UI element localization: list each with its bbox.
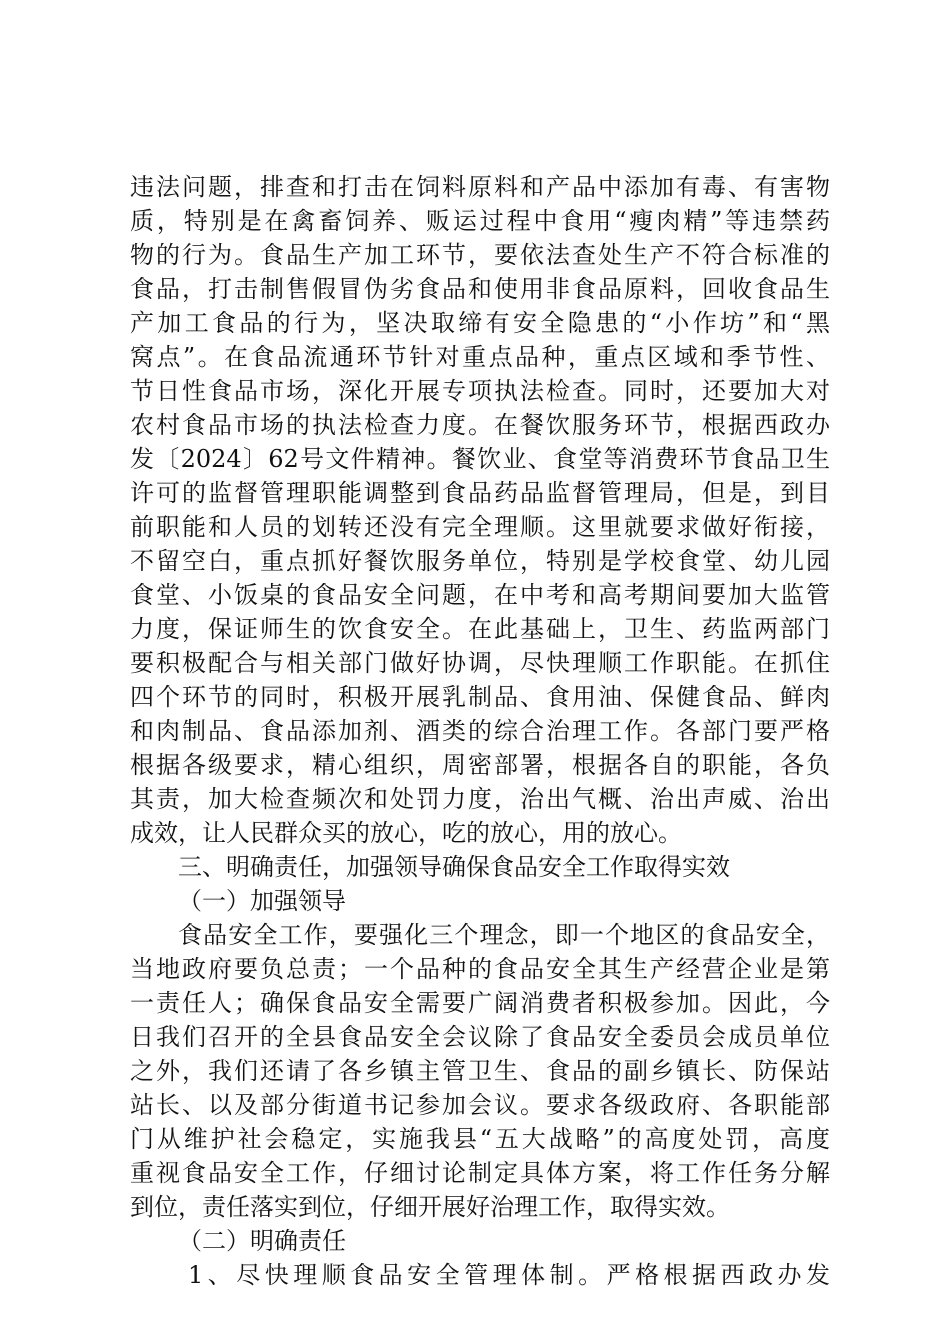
text-line: 和肉制品、食品添加剂、酒类的综合治理工作。各部门要严格 xyxy=(130,717,830,745)
text-line: （二）明确责任 xyxy=(178,1227,346,1255)
text-line: 到位，责任落实到位，仔细开展好治理工作，取得实效。 xyxy=(130,1193,730,1221)
text-line: 不留空白，重点抓好餐饮服务单位，特别是学校食堂、幼儿园 xyxy=(130,547,830,575)
text-line: 1、尽快理顺食品安全管理体制。严格根据西政办发 xyxy=(188,1261,830,1289)
text-line: 质，特别是在禽畜饲养、贩运过程中食用“瘦肉精”等违禁药 xyxy=(130,207,830,235)
text-line: 违法问题，排查和打击在饲料原料和产品中添加有毒、有害物 xyxy=(130,173,830,201)
text-line: 成效，让人民群众买的放心，吃的放心，用的放心。 xyxy=(130,819,682,847)
text-line: 窝点”。在食品流通环节针对重点品种，重点区域和季节性、 xyxy=(130,343,830,371)
text-line: 站长、以及部分街道书记参加会议。要求各级政府、各职能部 xyxy=(130,1091,830,1119)
text-line: 力度，保证师生的饮食安全。在此基础上，卫生、药监两部门 xyxy=(130,615,830,643)
text-line: 食堂、小饭桌的食品安全问题，在中考和高考期间要加大监管 xyxy=(130,581,830,609)
text-line: 当地政府要负总责；一个品种的食品安全其生产经营企业是第 xyxy=(130,955,830,983)
text-line: 前职能和人员的划转还没有完全理顺。这里就要求做好衔接， xyxy=(130,513,830,541)
text-line: 其责，加大检查频次和处罚力度，治出气概、治出声威、治出 xyxy=(130,785,830,813)
text-line: （一）加强领导 xyxy=(178,887,346,915)
text-line: 许可的监督管理职能调整到食品药品监督管理局，但是，到目 xyxy=(130,479,830,507)
text-line: 根据各级要求，精心组织，周密部署，根据各自的职能，各负 xyxy=(130,751,830,779)
text-line: 之外，我们还请了各乡镇主管卫生、食品的副乡镇长、防保站 xyxy=(130,1057,830,1085)
text-line: 门从维护社会稳定，实施我县“五大战略”的高度处罚，高度 xyxy=(130,1125,830,1153)
text-line: 食品安全工作，要强化三个理念，即一个地区的食品安全， xyxy=(178,921,830,949)
text-line: 食品，打击制售假冒伪劣食品和使用非食品原料，回收食品生 xyxy=(130,275,830,303)
text-line: 节日性食品市场，深化开展专项执法检查。同时，还要加大对 xyxy=(130,377,830,405)
text-line: 农村食品市场的执法检查力度。在餐饮服务环节，根据西政办 xyxy=(130,411,830,439)
text-line: 一责任人；确保食品安全需要广阔消费者积极参加。因此，今 xyxy=(130,989,830,1017)
body-text xyxy=(130,170,830,1292)
text-line: 发〔2024〕62号文件精神。餐饮业、食堂等消费环节食品卫生 xyxy=(130,445,830,473)
text-line: 要积极配合与相关部门做好协调，尽快理顺工作职能。在抓住 xyxy=(130,649,830,677)
text-line: 四个环节的同时，积极开展乳制品、食用油、保健食品、鲜肉 xyxy=(130,683,830,711)
text-line: 重视食品安全工作，仔细讨论制定具体方案，将工作任务分解 xyxy=(130,1159,830,1187)
text-line: 三、明确责任，加强领导确保食品安全工作取得实效 xyxy=(178,853,730,881)
text-line: 日我们召开的全县食品安全会议除了食品安全委员会成员单位 xyxy=(130,1023,830,1051)
text-line: 物的行为。食品生产加工环节，要依法查处生产不符合标准的 xyxy=(130,241,830,269)
text-line: 产加工食品的行为，坚决取缔有安全隐患的“小作坊”和“黑 xyxy=(130,309,830,337)
